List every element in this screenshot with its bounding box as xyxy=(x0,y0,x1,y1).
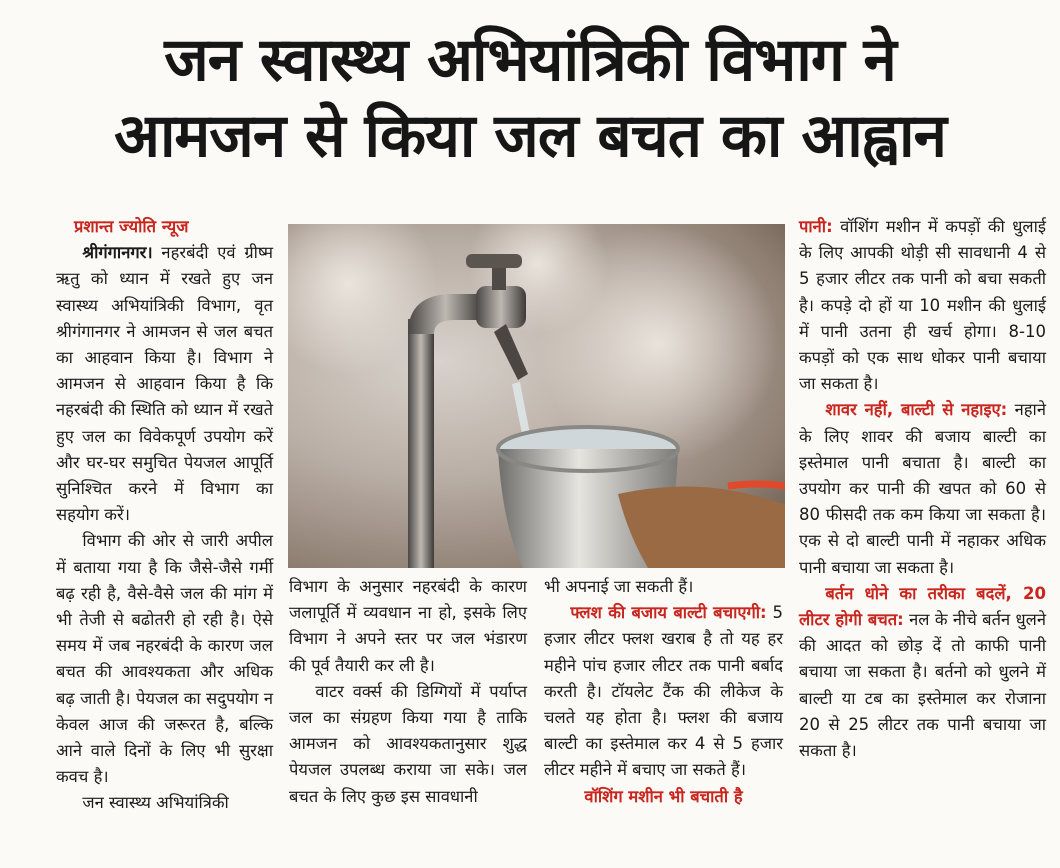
headline-line-2: आमजन से किया जल बचत का आह्वान xyxy=(114,101,946,171)
article-paragraph: पानी: वॉशिंग मशीन में कपड़ों की धुलाई के लिए आपकी थोड़ी सी सावधानी 4 से 5 हजार लीटर तक पानी को बचा सकती है। कपड़े दो हों या 10 मशीन की धुलाई में पानी उतना ही खर्च होगा। 8-10 कपड़ों को एक साथ धोकर पानी बचाया जा सकता है। xyxy=(799,217,1046,394)
subheading-washing-machine: वॉशिंग मशीन भी बचाती है xyxy=(584,786,743,806)
headline xyxy=(0,22,1060,174)
subheading-shower: शावर नहीं, बाल्टी से नहाइए: xyxy=(825,400,1008,420)
article-paragraph: श्रीगंगानगर। नहरबंदी एवं ग्रीष्म ऋतु को ध्यान में रखते हुए जन स्वास्थ्य अभियांत्रिकी विभाग, वृत श्रीगंगानगर ने आमजन से जल बचत का आहवान किया है। विभाग ने आमजन से आहवान किया है कि नहरबंदी की स्थिति को ध्यान में रखते हुए जल का विवेकपूर्ण उपयोग करें और घर-घर समुचित पेयजल आपूर्ति सुनिश्चित करने में विभाग का सहयोग करें। xyxy=(56,243,274,525)
article-paragraph: शावर नहीं, बाल्टी से नहाइए: नहाने के लिए शावर की बजाय बाल्टी का इस्तेमाल पानी बचाता है। बाल्टी का उपयोग कर पानी की खपत को 60 से 80 फीसदी तक कम किया जा सकता है। एक से दो बाल्टी पानी में नहाकर अधिक पानी बचाया जा सकता है। xyxy=(799,400,1046,577)
headline-line-1: जन स्वास्थ्य अभियांत्रिकी विभाग ने xyxy=(164,25,896,95)
article-paragraph: वाटर वर्क्स की डिग्गियों में पर्याप्त जल का संग्रहण किया गया है ताकि आमजन को आवश्यकतानुसार शुद्ध पेयजल उपलब्ध कराया जा सके। जल बचत के लिए कुछ इस सावधानी xyxy=(289,681,527,806)
article-paragraph: विभाग के अनुसार नहरबंदी के कारण जलापूर्ति में व्यवधान ना हो, इसके लिए विभाग ने अपने स्तर पर जल भंडारण की पूर्व तैयारी कर ली है। xyxy=(289,577,527,675)
article-paragraph: भी अपनाई जा सकती हैं। xyxy=(544,577,694,596)
subheading-flush: फ्लश की बजाय बाल्टी बचाएगी: xyxy=(570,603,767,623)
tap-illustration xyxy=(288,224,785,568)
subheading-washing-machine-cont: पानी: xyxy=(799,217,833,236)
article-paragraph: जन स्वास्थ्य अभियांत्रिकी xyxy=(82,793,229,813)
column-2 xyxy=(289,574,527,810)
column-3 xyxy=(544,574,783,810)
byline: प्रशान्त ज्योति न्यूज xyxy=(74,217,189,236)
subheading-dishes: बर्तन धोने का तरीका बदलें, 20 लीटर होगी बचत: xyxy=(799,583,1046,630)
water-tap-photo xyxy=(288,224,785,568)
article-paragraph: फ्लश की बजाय बाल्टी बचाएगी: 5 हजार लीटर फ्लश खराब है तो यह हर महीने पांच हजार लीटर तक पानी बर्बाद करती है। टॉयलेट टैंक की लीकेज के चलते यह होता है। फ्लश की बजाय बाल्टी का इस्तेमाल कर 4 से 5 हजार लीटर महीने में बचाए जा सकते हैं। xyxy=(544,603,783,780)
article-paragraph: बर्तन धोने का तरीका बदलें, 20 लीटर होगी बचत: नल के नीचे बर्तन धुलने की आदत को छोड़ दें तो काफी पानी बचाया जा सकता है। बर्तनो को धुलने में बाल्टी या टब का इस्तेमाल कर रोजाना 20 से 25 लीटर तक पानी बचाया जा सकता है। xyxy=(799,583,1047,761)
dateline: श्रीगंगानगर। xyxy=(82,243,153,263)
article-paragraph: विभाग की ओर से जारी अपील में बताया गया है कि जैसे-जैसे गर्मी बढ़ रही है, वैसे-वैसे जल की मांग में भी तेजी से बढोतरी हो रही है। ऐसे समय में जब नहरबंदी के कारण जल बचत की आवश्यकता और अधिक बढ़ जाती है। पेयजल का सदुपयोग न केवल आज की जरूरत है, बल्कि आने वाले दिनों के लिए भी सुरक्षा कवच है। xyxy=(56,531,273,787)
column-4 xyxy=(799,214,1046,764)
column-1 xyxy=(56,214,273,817)
